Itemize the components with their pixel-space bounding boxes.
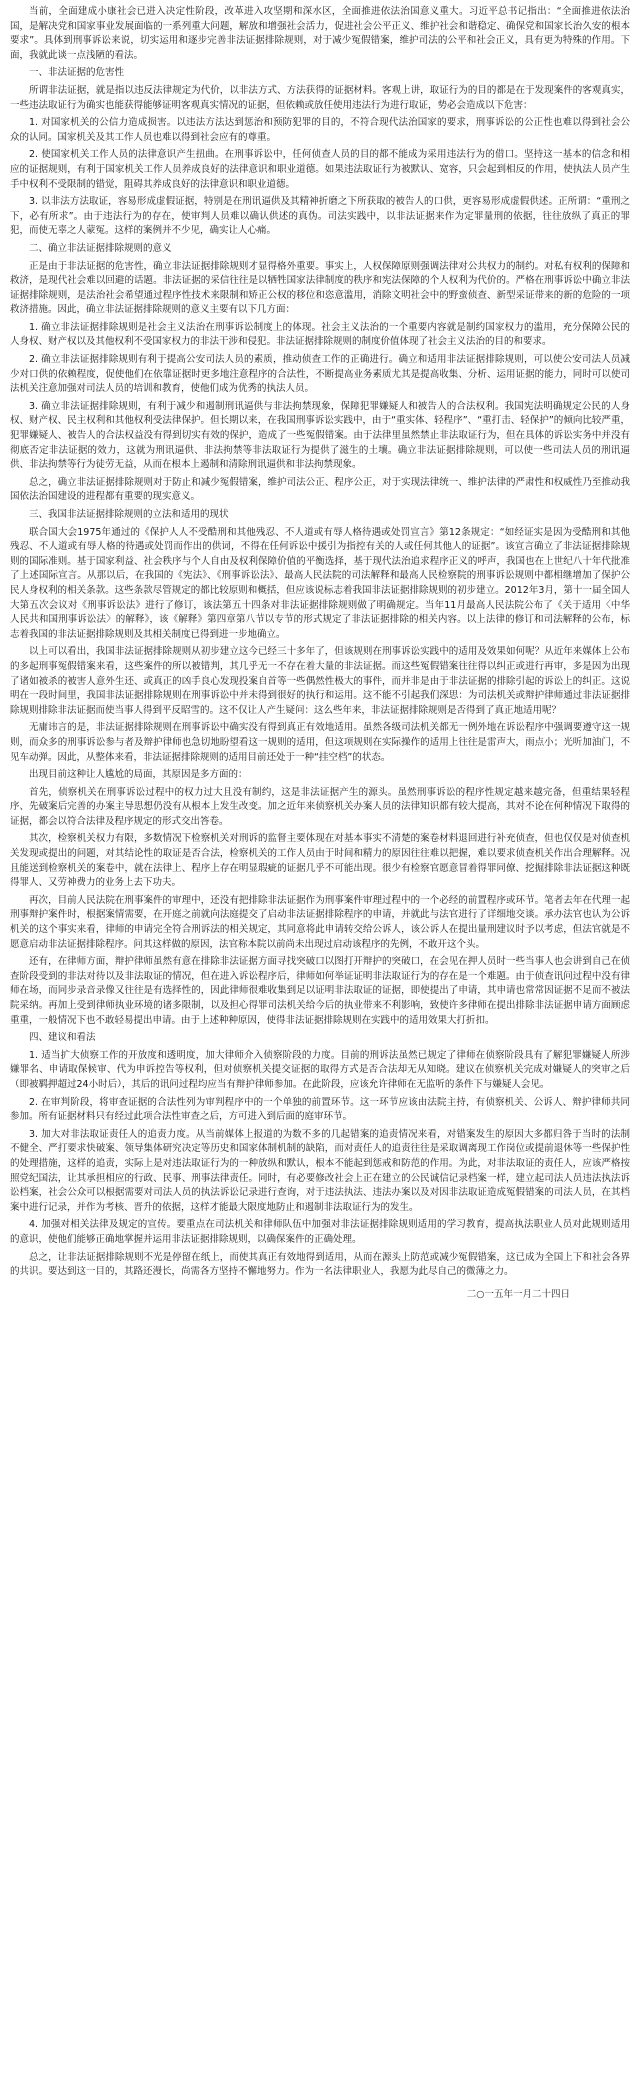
section-2-paragraph: 1. 确立非法证据排除规则是社会主义法治在刑事诉讼制度上的体现。社会主义法治的一个重要内容就是制约国家权力的滥用，充分保障公民的人身权、财产权以及其他权利不受国家权力的非法干涉和侵犯。非法证据排除规则的制度价值体现了社会主义法治的目的和要求。 <box>10 321 630 348</box>
section-4-paragraph: 2. 在审判阶段，将审查证据的合法性列为审判程序中的一个单独的前置环节。这一环节应该由法院主持，有侦察机关、公诉人、辩护律师共同参加。所有证据材料只有经过此项合法性审查之后，方可进入到后面的庭审环节。 <box>10 1096 630 1123</box>
section-1-paragraph: 3. 以非法方法取证，容易形成虚假证据，特别是在刑讯逼供及其精神折磨之下所获取的被告人的口供，更容易形成虚假供述。正所谓：“重刑之下，必有所求”。由于违法行为的存在，使审判人员难以确认供述的真伪。司法实践中，以非法证据来作为定罪量刑的依据，往往放纵了真正的罪犯，而使无辜之人蒙冤。这样的案例并不少见，确实让人心痛。 <box>10 196 630 237</box>
section-4-paragraph: 1. 适当扩大侦察工作的开放度和透明度，加大律师介入侦察阶段的力度。目前的刑诉法虽然已规定了律师在侦察阶段具有了解犯罪嫌疑人所涉嫌罪名、申请取保候审、代为申诉控告等权利，但对侦察机关提交证据的取得方式是否合法却无从知晓。建议在侦察机关完成对嫌疑人的突审之后（即被羁押超过24小时后），其后的讯问过程均应当有辩护律师参加。在此阶段，应该允许律师在无监听的条件下与嫌疑人会见。 <box>10 1049 630 1090</box>
section-3-paragraph: 其次，检察机关权力有限，多数情况下检察机关对刑诉的监督主要体现在对基本事实不清楚的案卷材料退回进行补充侦查，但也仅仅是对侦查机关发现或提出的问题，对其结论性的取证是否合法，检察机关的工作人员由于时间和精力的原因往往难以把握，难以要求侦查机关作出合理解释。况且能送到检察机关的案卷中，就在法律上、程序上存在明显瑕疵的证据几乎不可能出现。很少有检察官愿意冒着得罪同僚、挖掘排除非法证据这种既得罪人、又劳神费力的业务上去下功夫。 <box>10 833 630 889</box>
section-3-paragraph: 无庸讳言的是，非法证据排除规则在刑事诉讼中确实没有得到真正有效地适用。虽然各级司法机关都无一例外地在诉讼程序中强调要遵守这一规则，而众多的刑事诉讼参与者及辩护律师也急切地盼望看这一规则的适用，但这项规则在实际操作的适用上往往是雷声大，雨点小；光听加油门，不见车动弹。因此，从整体来看，非法证据排除规则的适用目前还处于一种“挂空档”的状态。 <box>10 722 630 763</box>
section-1-paragraph: 2. 使国家机关工作人员的法律意识产生扭曲。在刑事诉讼中，任何侦查人员的目的都不能成为采用违法行为的借口。坚持这一基本的信念和相应的证据规则，有利于国家机关工作人员养成良好的法律意识和职业道德。如果违法取证行为被默认、宽容，只会起到相反的作用，使执法人员产生手中权利不受限制的错觉，阻碍其养成良好的法律意识和职业道德。 <box>10 149 630 190</box>
section-1-paragraph: 1. 对国家机关的公信力造成损害。以违法方法达到惩治和预防犯罪的目的，不符合现代法治国家的要求，刑事诉讼的公正性也难以得到社会公众的认同。国家机关及其工作人员也难以得到社会应有的尊重。 <box>10 117 630 143</box>
section-2-heading: 二、确立非法证据排除规则的意义 <box>29 242 172 254</box>
section-3-paragraph: 还有，在律师方面，辩护律师虽然有意在排除非法证据方面寻找突破口以图打开辩护的突破口，在会见在押人员时一些当事人也会讲到自己在侦查阶段受到的非法对待以及非法取证的情况，但在进入诉讼程序后，律师如何举证证明非法取证行为的存在是一个难题。由于侦查讯问过程中没有律师在场，而同步录音录像又往往是有选择性的，因此律师很难收集到足以证明非法取证的证据，即使提出了申请，其申请也常常因证据不足而不被法院采纳。再加上受到律师执业环境的诸多限制，以及担心得罪司法机关给今后的执业带来不利影响，致使许多律师在提出排除非法证据申请方面顾虑重重，一般情况下也不敢轻易提出申请。由于上述种种原因，使得非法证据排除规则在实践中的适用效果大打折扣。 <box>10 956 630 1026</box>
section-3-paragraph: 出现目前这种让人尴尬的局面，其原因是多方面的： <box>29 769 248 781</box>
section-2-paragraph: 3. 确立非法证据排除规则，有利于减少和遏制刑讯逼供与非法拘禁现象，保障犯罪嫌疑人和被告人的合法权利。我国宪法明确规定公民的人身权、财产权、民主权利和其他权利受法律保护。但长期以来，在我国刑事诉讼实践中，由于“重实体、轻程序”、“重打击、轻保护”的倾向比较严重，犯罪嫌疑人、被告人的合法权益没有得到切实有效的保护，造成了一些冤假错案。由于法律里虽然禁止非法取证行为，但在具体的诉讼实务中并没有彻底否定非法证据的效力，这就为刑讯逼供、非法拘禁等非法取证行为提供了滋生的土壤。确立非法证据排除规则，可以使一些司法人员的刑讯逼供、非法拘禁等行为徒劳无益，从而在根本上遏制和清除刑讯逼供和非法拘禁现象。 <box>10 400 630 471</box>
section-4-heading: 四、建议和看法 <box>29 1032 96 1044</box>
section-4-paragraph: 4. 加强对相关法律及规定的宣传。要重点在司法机关和律师队伍中加强对非法证据排除规则适用的学习教育，提高执法职业人员对此规则适用的意识，使他们能够正确地掌握并运用非法证据排除规则，以确保案件的正确处理。 <box>10 1219 630 1245</box>
section-3-heading: 三、我国非法证据排除规则的立法和适用的现状 <box>29 509 229 520</box>
section-2-paragraph: 2. 确立非法证据排除规则有利于提高公安司法人员的素质，推动侦查工作的正确进行。确立和适用非法证据排除规则，可以使公安司法人员减少对口供的依赖程度，促使他们在依靠证据时更多地注意程序的合法性，不断提高业务素质尤其是提高收集、分析、运用证据的能力，同时可以使司法机关注意加强对司法人员的培训和教育，使他们成为优秀的执法人员。 <box>10 354 630 395</box>
section-2-paragraph: 总之，确立非法证据排除规则对于防止和减少冤假错案，维护司法公正、程序公正，对于实现法律统一、维护法律的严肃性和权威性乃至推动我国依法治国建设的进程都有重要的现实意义。 <box>10 476 630 503</box>
date-signature: 二○一五年一月二十四日 <box>466 1288 570 1300</box>
section-1-paragraph: 所谓非法证据，就是指以违反法律规定为代价，以非法方式、方法获得的证据材料。客观上讲，取证行为的目的都是在于发现案件的客观真实，一些违法取证行为确实也能获得能够证明客观真实情况的证据，但依赖或放任使用违法行为进行取证，势必会造成以下危害： <box>10 84 630 111</box>
section-3-paragraph: 以上可以看出，我国非法证据排除规则从初步建立这今已经三十多年了，但该规则在刑事诉讼实践中的适用及效果如何呢？从近年来媒体上公布的多起刑事冤假错案来看，这些案件的所以被错判，其几乎无一不存在着大量的非法证据。而这些冤假错案往往得以纠正或进行再审，多是因为出现了诸如被杀的被害人意外生还、或真正的凶手良心发现投案自首等一些偶然性极大的事件，而并非是由于非法证据的排除引起的诉讼上的纠正。这说明在一段时间里，我国非法证据排除规则在刑事诉讼中并未得到很好的执行和运用。这不能不引起我们深思：为司法机关或辩护律师通过非法证据排除规则排除非法证据而使当事人得到平反昭雪的。这不仅让人产生疑问：这么些年来，非法证据排除规则是否得到了真正地适用呢？ <box>10 646 630 716</box>
section-4-paragraph: 3. 加大对非法取证责任人的追责力度。从当前媒体上报道的为数不多的几起错案的追责情况来看，对错案发生的原因大多都归咎于当时的法制不健全、严打要求快破案、领导集体研究决定等历史和国家体制机制的缺陷，而对责任人的追责往往是采取调离现工作岗位或提前退休等一些保护性的处理措施，这样的追责，实际上是对违法取证行为的一种放纵和默认，根本不能起到惩戒和防范的作用。为此，对非法取证的责任人，应该严格按照党纪国法，让其承担相应的行政、民事、刑事法律责任。同时，有必要修改社会上正在建立的公民诚信记录档案一样，建立起司法人员违法执法诉讼档案，社会公众可以根据需要对司法人员的执法诉讼记录进行查询，对于违法执法、违法办案以及对因非法取证造成冤假错案的司法人员，在其档案中进行记录，并作为考核、晋升的依据，这样才能最大限度地防止和遏制非法取证行为的发生。 <box>10 1128 630 1213</box>
conclusion-paragraph: 总之，让非法证据排除规则不光是停留在纸上，而使其真正有效地得到适用，从而在源头上防范或减少冤假错案，这已成为全国上下和社会各界的共识。要达到这一目的，其路还漫长，尚需各方坚持不懈地努力。作为一名法律职业人，我愿为此尽自己的微薄之力。 <box>10 1251 630 1278</box>
section-3-paragraph: 联合国大会1975年通过的《保护人人不受酷刑和其他残忍、不人道或有辱人格待遇或处罚宣言》第12条规定：“如经证实是因为受酷刑和其他残忍、不人道或有辱人格的待遇或处罚而作出的供词，不得在任何诉讼中援引为指控有关的人或任何其他人的证据”。该宣言确立了非法证据排除规则的国际准则。基于国家利益、社会秩序与个人自由及权利保障价值的平衡选择，基于现代法治追求程序正义的呼声，我国也在上世纪八十年代批准了上述国际宣言。从那以后，在我国的《宪法》、《刑事诉讼法》、最高人民法院的司法解释和最高人民检察院的刑事诉讼规则中都相继增加了保护公民人身权利的相关条款。这些条款尽管规定的都比较原则和概括，但应该说标志着我国非法证据排除规则的初步建立。2012年3月，第十一届全国人大第五次会议对《刑事诉讼法》进行了修订，该法第五十四条对非法证据排除规则做了明确规定。当年11月最高人民法院公布了《关于适用〈中华人民共和国刑事诉讼法〉的解释》，该《解释》第四章第八节以专节的形式规定了非法证据排除的相关内容。以上法律的修订和司法解释的公布，标志着我国的非法证据排除规则及其相关制度已得到进一步地确立。 <box>10 526 630 640</box>
section-1-heading: 一、非法证据的危害性 <box>29 67 125 79</box>
intro-paragraph: 当前，全面建成小康社会已进入决定性阶段，改革进入攻坚期和深水区，全面推进依法治国意义重大。习近平总书记指出：“全面推进依法治国，是解决党和国家事业发展面临的一系列重大问题，解放和增强社会活力，促进社会公平正义、维护社会和谐稳定、确保党和国家长治久安的根本要求”。具体到刑事诉讼来说，切实运用和逐步完善非法证据排除规则，对于减少冤假错案，维护司法的公平和社会正义，具有更为特殊的作用。下面，我就此谈一点浅陋的看法。 <box>10 6 630 61</box>
section-3-paragraph: 首先，侦察机关在刑事诉讼过程中的权力过大且没有制约，这是非法证据产生的源头。虽然刑事诉讼的程序性规定越来越完备，但重结果轻程序、先破案后完善的办案主导思想仍没有从根本上发生改变。加之近年来侦察机关办案人员的法律知识都有较大提高，其对不论在何种情况下取得的证据，都会以符合法律及程序规定的形式交出答卷。 <box>10 786 630 827</box>
section-3-paragraph: 再次，目前人民法院在刑事案件的审理中，还没有把排除非法证据作为刑事案件审理过程中的一个必经的前置程序或环节。笔者去年在代理一起刑事辩护案件时，根据案情需要，在开庭之前就向法庭提交了启动非法证据排除程序的申请，并就此与法官进行了详细地交谈。承办法官也认为公诉机关的这个事实来看，律师的申请完全符合刑诉法的相关规定，其同意将此申请转交给公诉人，该公诉人在提出量刑建议时予以考虑，但法官就是不愿意启动非法证据排除程序。问其这样做的原因，法官称本院以前尚未出现过启动该程序的先例，不敢开这个头。 <box>10 894 630 950</box>
section-2-paragraph: 正是由于非法证据的危害性，确立非法证据排除规则才显得格外重要。事实上，人权保障原则强调法律对公共权力的制约。对私有权利的保障和救济，是现代社会难以回避的话题。非法证据的采信往往是以牺牲国家法律制度的秩序和宪法保障的个人权利为代价的。严格在刑事诉讼中确立非法证据排除规则，是法治社会希望通过程序性技术来限制和矫正公权的移位和恣意滥用，消除文明社会中的野蛮侦查、新型采证带来的新的危险的一项救济措施。因此，确立非法证据排除规则的意义主要有以下几方面： <box>10 260 630 316</box>
